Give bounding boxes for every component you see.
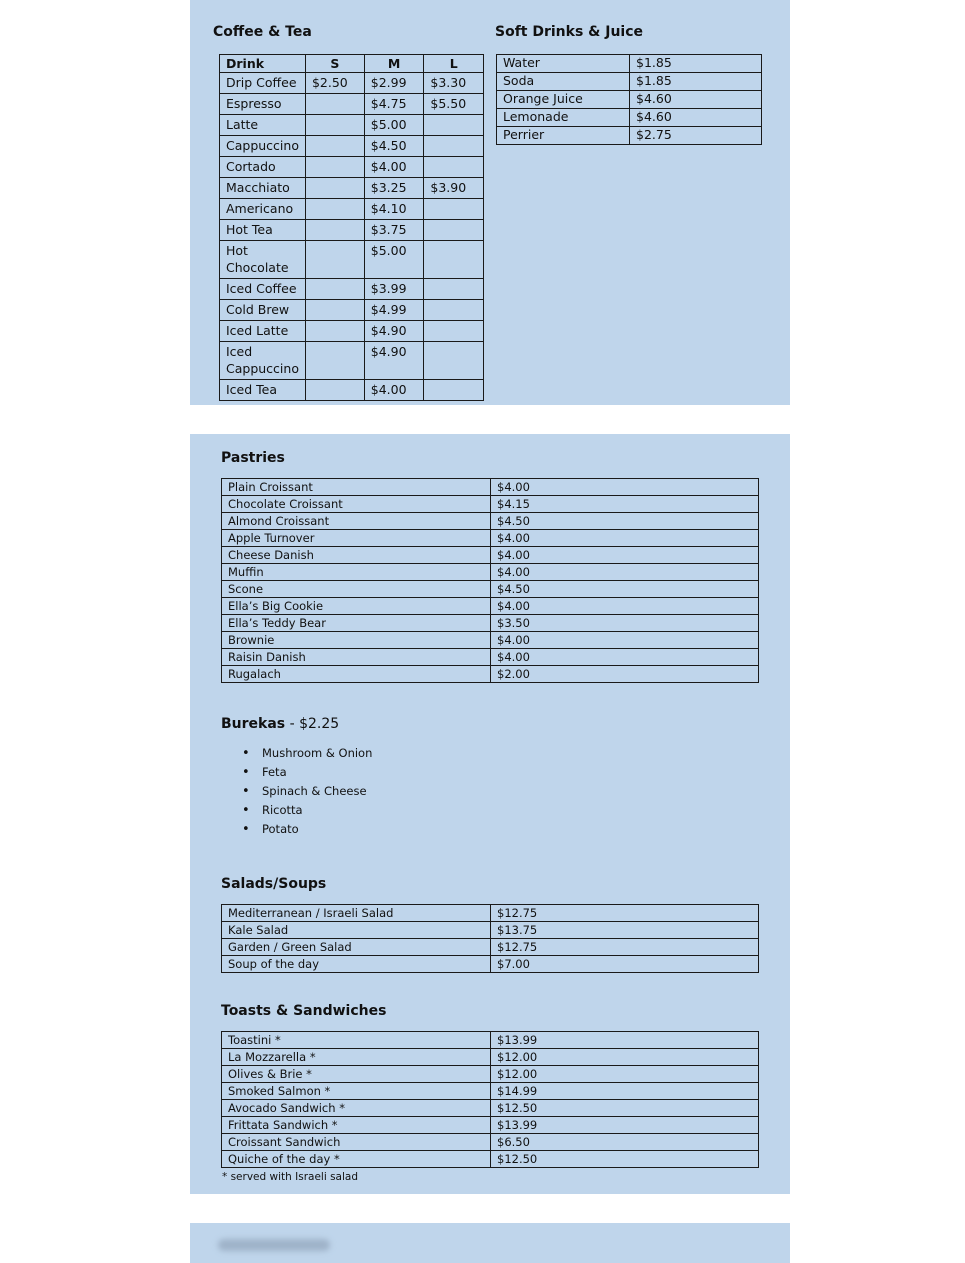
item-price: $5.00: [364, 115, 424, 136]
table-row: [222, 1117, 759, 1134]
table-row: [222, 905, 759, 922]
item-name: Almond Croissant: [222, 513, 491, 530]
item-name: Cheese Danish: [222, 547, 491, 564]
item-price: [305, 199, 364, 220]
table-row: [222, 939, 759, 956]
item-price: $4.00: [491, 632, 759, 649]
item-name: Americano: [220, 199, 306, 220]
item-price: $12.75: [491, 939, 759, 956]
item-price: $4.60: [630, 109, 762, 127]
item-price: $4.60: [630, 91, 762, 109]
item-name: Smoked Salmon *: [222, 1083, 491, 1100]
list-item: • Spinach & Cheese: [242, 782, 372, 801]
burekas-price: - $2.25: [285, 716, 340, 732]
table-row: [222, 1066, 759, 1083]
item-name: Plain Croissant: [222, 479, 491, 496]
sandwiches-table: [221, 1031, 759, 1168]
item-price: [424, 157, 484, 178]
table-row: [220, 73, 484, 94]
item-price: $4.00: [491, 649, 759, 666]
table-row: [222, 1049, 759, 1066]
list-item: • Mushroom & Onion: [242, 744, 372, 763]
item-name: Quiche of the day *: [222, 1151, 491, 1168]
table-row: [222, 649, 759, 666]
table-row: [222, 547, 759, 564]
item-name: Iced Latte: [220, 321, 306, 342]
item-price: $4.90: [364, 321, 424, 342]
table-row: [222, 1134, 759, 1151]
table-row: [222, 1151, 759, 1168]
item-name: Cold Brew: [220, 300, 306, 321]
item-price: $3.30: [424, 73, 484, 94]
table-row: [222, 496, 759, 513]
item-name: Hot Tea: [220, 220, 306, 241]
table-row: [220, 178, 484, 199]
item-price: $4.00: [491, 564, 759, 581]
item-price: $5.50: [424, 94, 484, 115]
item-name: Kale Salad: [222, 922, 491, 939]
item-price: $1.85: [630, 73, 762, 91]
item-price: $2.00: [491, 666, 759, 683]
item-price: $3.50: [491, 615, 759, 632]
column-header-drink: Drink: [220, 55, 306, 73]
item-name: Cappuccino: [220, 136, 306, 157]
item-price: $2.50: [305, 73, 364, 94]
table-row: [497, 109, 762, 127]
item-price: $4.50: [491, 581, 759, 598]
item-name: Iced Cappuccino: [220, 342, 306, 380]
item-price: $4.90: [364, 342, 424, 380]
item-price: $5.00: [364, 241, 424, 279]
table-row: [220, 342, 484, 380]
item-price: [305, 157, 364, 178]
item-price: [424, 300, 484, 321]
item-price: $12.00: [491, 1066, 759, 1083]
item-price: [424, 220, 484, 241]
item-price: $3.99: [364, 279, 424, 300]
blurred-heading: [218, 1239, 330, 1251]
item-price: $3.90: [424, 178, 484, 199]
item-name: Iced Coffee: [220, 279, 306, 300]
item-price: [424, 199, 484, 220]
menu-page-drinks: [190, 0, 790, 405]
item-price: $7.00: [491, 956, 759, 973]
item-price: [424, 136, 484, 157]
table-row: [220, 220, 484, 241]
coffee-tea-heading: Coffee & Tea: [213, 24, 312, 40]
item-price: $6.50: [491, 1134, 759, 1151]
item-price: $4.00: [491, 530, 759, 547]
table-row: [222, 564, 759, 581]
table-row: [220, 136, 484, 157]
table-row: [222, 581, 759, 598]
table-header-row: [220, 55, 484, 73]
item-name: Scone: [222, 581, 491, 598]
item-price: $13.99: [491, 1117, 759, 1134]
item-price: $2.99: [364, 73, 424, 94]
item-price: [305, 178, 364, 199]
item-name: Cortado: [220, 157, 306, 178]
item-price: [424, 380, 484, 401]
item-price: [305, 94, 364, 115]
item-price: $14.99: [491, 1083, 759, 1100]
item-name: Water: [497, 55, 630, 73]
item-price: [305, 300, 364, 321]
item-price: [424, 241, 484, 279]
item-name: Ella’s Teddy Bear: [222, 615, 491, 632]
item-name: Drip Coffee: [220, 73, 306, 94]
item-price: $4.00: [491, 598, 759, 615]
item-price: [305, 279, 364, 300]
item-name: Mediterranean / Israeli Salad: [222, 905, 491, 922]
item-price: $3.75: [364, 220, 424, 241]
table-row: [220, 380, 484, 401]
item-price: [305, 220, 364, 241]
item-price: $2.75: [630, 127, 762, 145]
list-item: • Potato: [242, 820, 372, 839]
item-price: $4.00: [491, 479, 759, 496]
table-row: [222, 1100, 759, 1117]
item-name: Apple Turnover: [222, 530, 491, 547]
table-row: [222, 598, 759, 615]
table-row: [222, 632, 759, 649]
item-name: Perrier: [497, 127, 630, 145]
list-item: • Feta: [242, 763, 372, 782]
burekas-title: Burekas: [221, 716, 286, 732]
item-name: Lemonade: [497, 109, 630, 127]
item-name: Raisin Danish: [222, 649, 491, 666]
item-name: Hot Chocolate: [220, 241, 306, 279]
sandwiches-footnote: * served with Israeli salad: [222, 1171, 358, 1183]
menu-page-food: [190, 434, 790, 1194]
table-row: [497, 127, 762, 145]
item-name: Soda: [497, 73, 630, 91]
item-name: Muffin: [222, 564, 491, 581]
table-row: [220, 321, 484, 342]
column-header-large: L: [424, 55, 484, 73]
item-price: [305, 380, 364, 401]
column-header-medium: M: [364, 55, 424, 73]
item-price: $4.00: [364, 380, 424, 401]
item-price: [305, 115, 364, 136]
item-price: [424, 321, 484, 342]
table-row: [497, 91, 762, 109]
list-item: • Ricotta: [242, 801, 372, 820]
table-row: [220, 94, 484, 115]
table-row: [220, 115, 484, 136]
item-price: $12.75: [491, 905, 759, 922]
pastries-heading: Pastries: [221, 450, 285, 466]
item-name: Chocolate Croissant: [222, 496, 491, 513]
item-price: [305, 241, 364, 279]
table-row: [222, 479, 759, 496]
item-name: Orange Juice: [497, 91, 630, 109]
item-name: Croissant Sandwich: [222, 1134, 491, 1151]
item-price: [305, 342, 364, 380]
item-price: $12.50: [491, 1151, 759, 1168]
item-name: Garden / Green Salad: [222, 939, 491, 956]
item-price: [305, 136, 364, 157]
salads-table: [221, 904, 759, 973]
item-name: Brownie: [222, 632, 491, 649]
item-name: La Mozzarella *: [222, 1049, 491, 1066]
item-price: $4.99: [364, 300, 424, 321]
table-row: [222, 513, 759, 530]
table-row: [220, 279, 484, 300]
table-row: [222, 1032, 759, 1049]
item-price: $3.25: [364, 178, 424, 199]
item-price: $4.75: [364, 94, 424, 115]
item-price: $4.00: [364, 157, 424, 178]
item-price: $4.50: [491, 513, 759, 530]
salads-heading: Salads/Soups: [221, 876, 327, 892]
item-name: Toastini *: [222, 1032, 491, 1049]
item-price: $12.00: [491, 1049, 759, 1066]
item-name: Macchiato: [220, 178, 306, 199]
table-row: [220, 241, 484, 279]
table-row: [497, 55, 762, 73]
table-row: [222, 1083, 759, 1100]
item-name: Iced Tea: [220, 380, 306, 401]
item-name: Frittata Sandwich *: [222, 1117, 491, 1134]
table-row: [222, 666, 759, 683]
table-row: [220, 199, 484, 220]
coffee-tea-table: [219, 54, 484, 401]
item-price: [305, 321, 364, 342]
table-row: [222, 922, 759, 939]
item-name: Avocado Sandwich *: [222, 1100, 491, 1117]
item-name: Soup of the day: [222, 956, 491, 973]
table-row: [222, 530, 759, 547]
item-price: $4.15: [491, 496, 759, 513]
pastries-table: [221, 478, 759, 683]
burekas-list: [242, 744, 372, 839]
item-price: [424, 115, 484, 136]
item-price: $4.10: [364, 199, 424, 220]
table-row: [222, 615, 759, 632]
item-name: Olives & Brie *: [222, 1066, 491, 1083]
menu-page-next: [190, 1223, 790, 1263]
soft-drinks-heading: Soft Drinks & Juice: [495, 24, 644, 40]
item-price: [424, 342, 484, 380]
table-row: [220, 300, 484, 321]
table-row: [497, 73, 762, 91]
table-row: [220, 157, 484, 178]
table-row: [222, 956, 759, 973]
item-price: $13.75: [491, 922, 759, 939]
item-price: $1.85: [630, 55, 762, 73]
soft-drinks-table: [496, 54, 762, 145]
item-price: $13.99: [491, 1032, 759, 1049]
item-price: $4.50: [364, 136, 424, 157]
column-header-small: S: [305, 55, 364, 73]
item-price: $12.50: [491, 1100, 759, 1117]
item-price: $4.00: [491, 547, 759, 564]
sandwiches-heading: Toasts & Sandwiches: [221, 1003, 387, 1019]
item-name: Espresso: [220, 94, 306, 115]
item-name: Ella’s Big Cookie: [222, 598, 491, 615]
burekas-heading: [221, 716, 339, 732]
item-price: [424, 279, 484, 300]
item-name: Rugalach: [222, 666, 491, 683]
item-name: Latte: [220, 115, 306, 136]
